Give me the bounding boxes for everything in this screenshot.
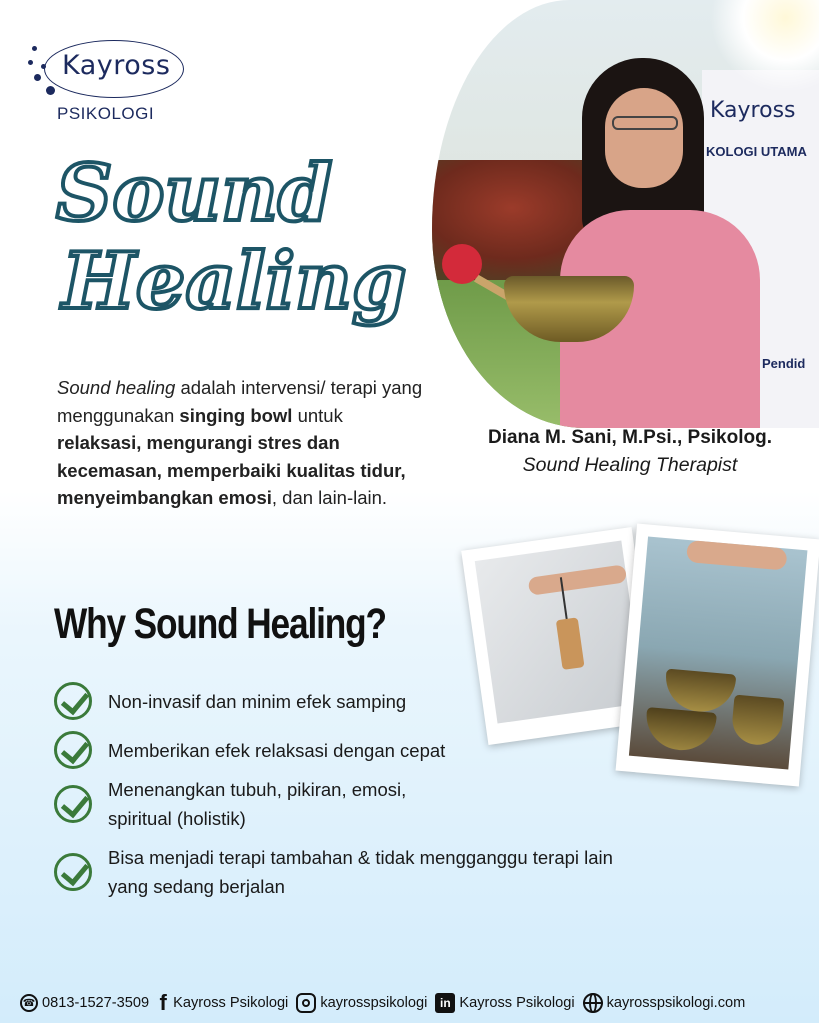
linkedin-text: Kayross Psikologi <box>459 995 575 1011</box>
desc-text: , dan lain-lain. <box>271 487 388 508</box>
banner-line: KOLOGI UTAMA <box>706 144 807 159</box>
website-text: kayrosspsikologi.com <box>606 995 746 1011</box>
person-glasses <box>612 116 678 130</box>
globe-icon <box>583 993 603 1013</box>
benefit-text: Menenangkan tubuh, pikiran, emosi, spiritual (holistik) <box>108 779 407 829</box>
desc-bold: singing bowl <box>179 404 293 426</box>
chime <box>556 617 585 670</box>
check-circle-icon <box>54 731 92 769</box>
logo-subtitle: PSIKOLOGI <box>57 104 155 123</box>
footer-website[interactable] <box>583 993 746 1013</box>
title-line-2: Healing <box>62 236 407 327</box>
check-circle-icon <box>54 853 92 891</box>
whatsapp-icon: ☎ <box>20 994 38 1012</box>
banner-bottom: Pendid <box>762 356 806 371</box>
footer-linkedin[interactable] <box>435 993 574 1013</box>
desc-text: adalah intervensi/ terapi yang menggunakan <box>57 377 423 426</box>
logo-dot <box>34 74 41 81</box>
benefit-item <box>54 775 434 833</box>
desc-italic: Sound healing <box>57 377 176 398</box>
logo-brand-name: Kayross <box>62 50 171 81</box>
therapist-name: Diana M. Sani, M.Psi., Psikolog. <box>487 427 772 448</box>
why-heading: Why Sound Healing? <box>54 600 386 648</box>
therapist-photo <box>432 0 819 428</box>
bowl <box>644 707 717 753</box>
instagram-text: kayrosspsikologi <box>320 995 428 1011</box>
bowls-photo <box>629 536 808 769</box>
benefit-text: Memberikan efek relaksasi dengan cepat <box>108 739 446 761</box>
footer-facebook[interactable] <box>157 992 288 1014</box>
description <box>57 374 427 512</box>
flower-decoration <box>707 0 819 90</box>
check-circle-icon <box>54 682 92 720</box>
person-face <box>605 88 683 188</box>
desc-bold: relaksasi, mengurangi stres dan kecemasan, memperbaiki kualitas tidur, menyeimbangkan emosi <box>57 432 406 508</box>
benefit-text: Non-invasif dan minim efek samping <box>108 690 407 712</box>
logo-dot <box>46 86 55 95</box>
instagram-icon <box>296 993 316 1013</box>
facebook-text: Kayross Psikologi <box>173 995 289 1011</box>
desc-text: untuk <box>292 404 343 426</box>
title-line-1: Sound <box>56 148 333 239</box>
phone-text: 0813-1527-3509 <box>42 995 150 1011</box>
bowl <box>730 695 784 747</box>
mallet-head <box>442 244 482 284</box>
benefit-item <box>54 731 654 769</box>
footer-phone[interactable] <box>20 994 149 1012</box>
benefit-text: Bisa menjadi terapi tambahan & tidak mengganggu terapi lain yang sedang berjalan <box>108 847 613 897</box>
footer-instagram[interactable] <box>296 993 427 1013</box>
bowl <box>663 669 736 715</box>
benefit-item <box>54 682 654 720</box>
therapist-role: Sound Healing Therapist <box>522 454 738 476</box>
page-title <box>56 148 407 327</box>
bowls-arm <box>686 540 788 571</box>
logo-dot <box>32 46 37 51</box>
banner-brand: Kayross <box>710 98 796 123</box>
kayross-logo <box>28 36 178 128</box>
contact-footer <box>20 990 810 1016</box>
benefit-item <box>54 843 634 901</box>
facebook-icon: f <box>159 990 167 1015</box>
linkedin-icon: in <box>435 993 455 1013</box>
logo-dot <box>28 60 33 65</box>
check-circle-icon <box>54 785 92 823</box>
chime-arm <box>528 564 628 595</box>
